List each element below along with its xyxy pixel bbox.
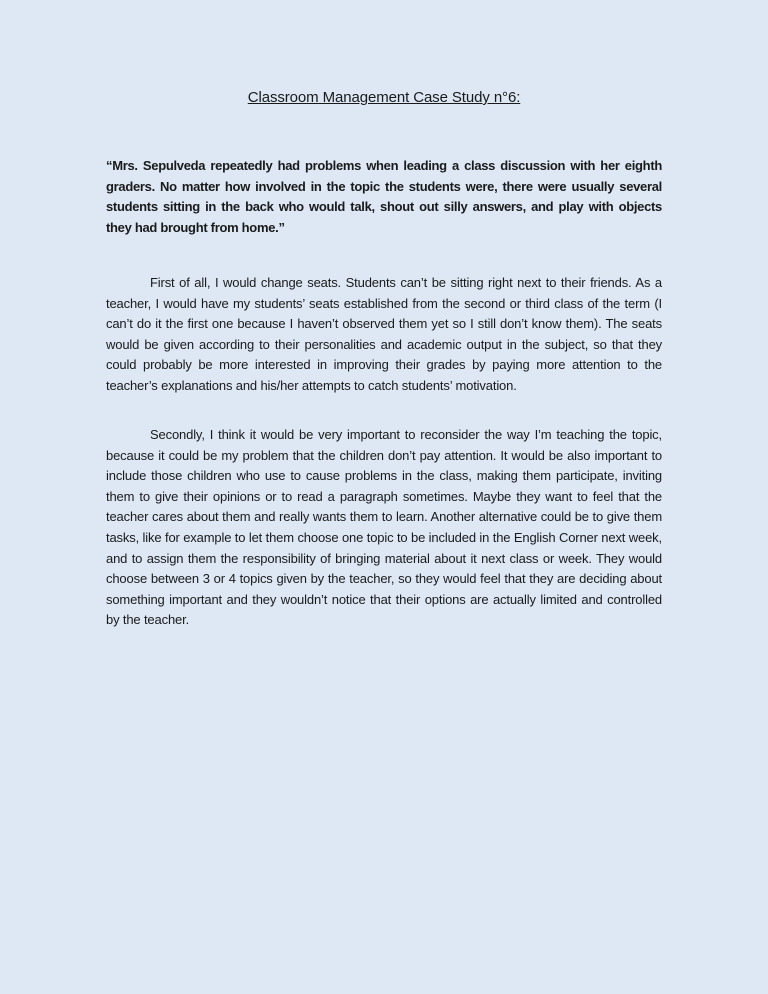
- document-title: Classroom Management Case Study n°6:: [247, 89, 521, 106]
- case-study-quote: “Mrs. Sepulveda repeatedly had problems when leading a class discussion with her eighth graders. No matter how involved in the topic the students were, there were usually several students sitting in the back who would talk, shout out silly answers, and play with objects they had brought from home.”: [106, 158, 662, 235]
- paragraph-first: First of all, I would change seats. Students can’t be sitting right next to their friends. As a teacher, I would have my students’ seats established from the second or third class of the term (I can’t do it the first one because I haven’t observed them yet so I still don’t know them). The seats would be given according to their personalities and academic output in the subject, so that they could probably be more interested in improving their grades by paying more attention to the teacher’s explanations and his/her attempts to catch students’ motivation.: [106, 275, 662, 393]
- paragraph-second: Secondly, I think it would be very important to reconsider the way I’m teaching the topic, because it could be my problem that the children don’t pay attention. It would be also important to include those children who use to cause problems in the class, making them participate, inviting them to give their opinions or to read a paragraph sometimes. Maybe they want to feel that the teacher cares about them and really wants them to learn. Another alternative could be to give them tasks, like for example to let them choose one topic to be included in the English Corner next week, and to assign them the responsibility of bringing material about it next class or week. They would choose between 3 or 4 topics given by the teacher, so they would feel that they are deciding about something important and they wouldn’t notice that their options are actually limited and controlled by the teacher.: [106, 427, 662, 628]
